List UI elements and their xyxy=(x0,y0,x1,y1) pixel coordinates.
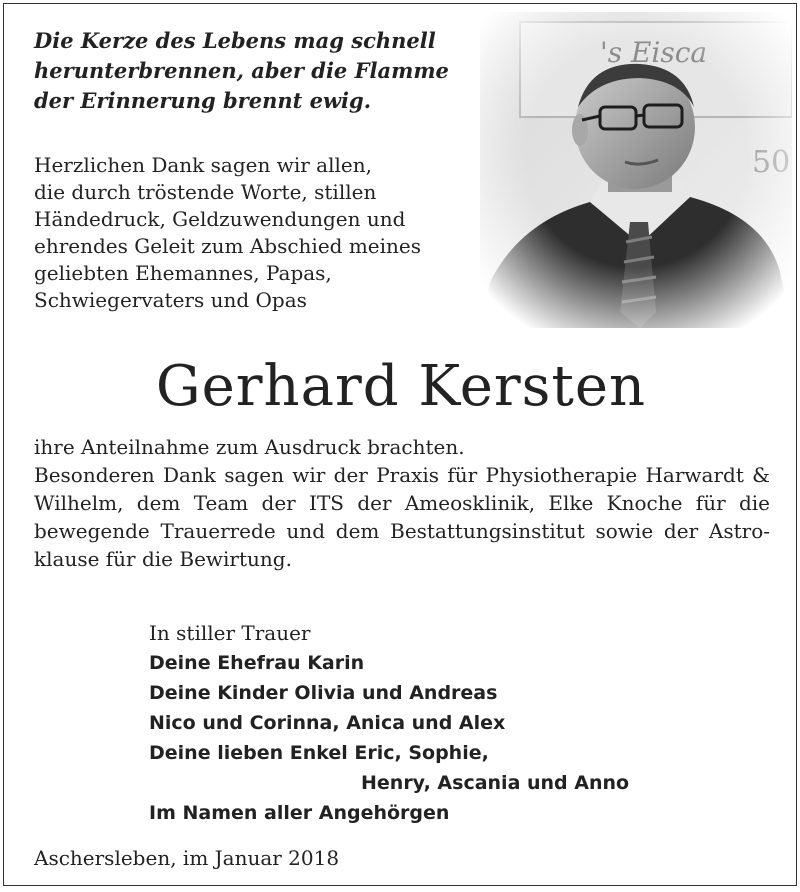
mourner-line: Deine Ehefrau Karin xyxy=(149,652,365,674)
acknowledgement-paragraph: Besonderen Dank sagen wir der Praxis für Physiotherapie Harwardt & Wilhelm, dem Team der ITS der Ameosklinik, Elke Knoche für die bewegende Trauerrede und dem Bestattungsinstitut sowie der Astro-klause für die Bewirtung. xyxy=(34,463,770,571)
mourner-line: Nico und Corinna, Anica und Alex xyxy=(149,712,506,734)
mourner-line: Deine lieben Enkel Eric, Sophie, xyxy=(149,742,489,764)
deceased-name: Gerhard Kersten xyxy=(155,354,647,419)
mourner-line: Henry, Ascania und Anno xyxy=(361,772,630,794)
memorial-quote: Die Kerze des Lebens mag schnell herunterbrennen, aber die Flamme der Erinnerung brennt ewig. xyxy=(34,28,449,113)
signoff-block xyxy=(149,618,669,828)
acknowledgement-line: ihre Anteilnahme zum Ausdruck brachten. xyxy=(34,435,465,459)
obituary-notice xyxy=(3,3,797,886)
thanks-text: Herzlichen Dank sagen wir allen, die durch tröstende Worte, stillen Händedruck, Geldzuwendungen und ehrendes Geleit zum Abschied meines geliebten Ehemannes, Papas, Schwiegervaters und Opas xyxy=(34,153,421,312)
acknowledgement-text xyxy=(34,433,770,573)
portrait-photo xyxy=(480,12,792,328)
mourner-line: Deine Kinder Olivia und Andreas xyxy=(149,682,498,704)
mourner-line: Im Namen aller Angehörgen xyxy=(149,802,450,824)
place-date: Aschersleben, im Januar 2018 xyxy=(34,846,340,870)
signoff-intro: In stiller Trauer xyxy=(149,621,311,645)
